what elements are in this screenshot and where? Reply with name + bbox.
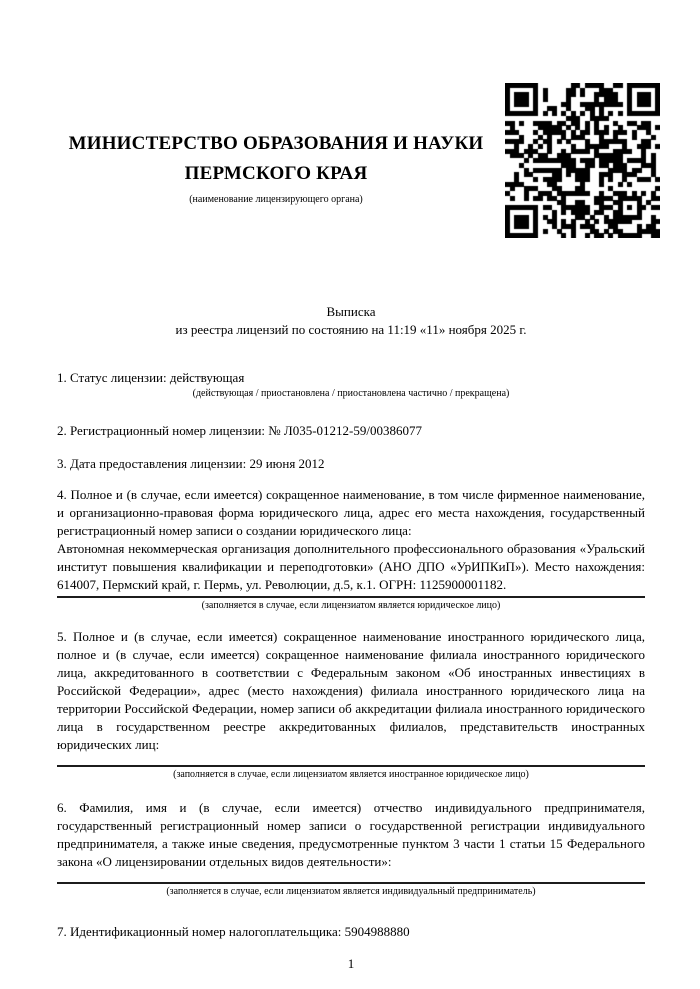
- legal-entity-value: Автономная некоммерческая организация дополнительного профессионального образования «Уральский институт повышения квалификации и переподготовки» (АНО ДПО «УрИПКиП»). Место нахождения: 614007, Пермский край, г. Пермь, ул. Революции, д.5, к.1. ОГРН: 1125900001182.: [57, 541, 645, 592]
- fill-line: [57, 596, 645, 598]
- individual-entrepreneur-label: 6. Фамилия, имя и (в случае, если имеется) отчество индивидуального предпринимателя, государственный регистрационный номер записи о государственной регистрации индивидуального предпринимателя, а также иные сведения, предусмотренные пунктом 3 части 1 статьи 15 Федерального закона «О лицензировании отдельных видов деятельности»:: [57, 800, 645, 869]
- ministry-name-line1: МИНИСТЕРСТВО ОБРАЗОВАНИЯ И НАУКИ: [68, 133, 484, 154]
- fill-line: [57, 765, 645, 767]
- license-status-text: 1. Статус лицензии: действующая: [57, 370, 245, 385]
- licensing-authority-block: [57, 83, 495, 238]
- fill-line: [57, 882, 645, 884]
- page-number: 1: [347, 956, 355, 971]
- ministry-name-line2: ПЕРМСКОГО КРАЯ: [184, 163, 368, 184]
- document-subtitle: из реестра лицензий по состоянию на 11:19 «11» ноября 2025 г.: [175, 322, 527, 337]
- individual-entrepreneur-caption: (заполняется в случае, если лицензиатом является индивидуальный предприниматель): [166, 886, 536, 897]
- item-legal-entity: [57, 486, 645, 612]
- taxpayer-number-text: 7. Идентификационный номер налогоплательщика: 5904988880: [57, 924, 410, 939]
- item-license-status: [57, 369, 645, 400]
- qr-code-icon: [505, 83, 660, 238]
- legal-entity-caption: (заполняется в случае, если лицензиатом является юридическое лицо): [201, 600, 501, 611]
- legal-entity-label: 4. Полное и (в случае, если имеется) сокращенное наименование, в том числе фирменное наименование, и организационно-правовая форма юридического лица, адрес его места нахождения, государственный регистрационный номер записи о создании юридического лица:: [57, 487, 645, 538]
- item-individual-entrepreneur: [57, 799, 645, 898]
- item-registration-number: [57, 422, 645, 440]
- license-date-text: 3. Дата предоставления лицензии: 29 июня 2012: [57, 456, 325, 471]
- document-header: [0, 83, 700, 238]
- licensing-authority-caption: (наименование лицензирующего органа): [189, 194, 363, 205]
- item-foreign-entity: [57, 628, 645, 781]
- item-taxpayer-number: [57, 923, 645, 941]
- document-title-block: [57, 303, 645, 339]
- foreign-entity-label: 5. Полное и (в случае, если имеется) сокращенное наименование иностранного юридического лица, полное и (в случае, если имеется) сокращенное наименование филиала иностранного юридического лица, аккредитованного в соответствии с Федеральным законом «Об иностранных инвестициях в Российской Федерации», адрес (место нахождения) филиала иностранного юридического лица на территории Российской Федерации, номер записи об аккредитации филиала иностранного юридического лица в государственном реестре аккредитованных филиалов, представительств иностранных юридических лиц:: [57, 629, 645, 752]
- foreign-entity-caption: (заполняется в случае, если лицензиатом является иностранное юридическое лицо): [173, 769, 529, 780]
- document-title: Выписка: [326, 304, 376, 319]
- registration-number-text: 2. Регистрационный номер лицензии: № Л035-01212-59/00386077: [57, 423, 423, 438]
- item-license-date: [57, 455, 645, 473]
- license-status-caption: (действующая / приостановлена / приостановлена частично / прекращена): [192, 388, 510, 399]
